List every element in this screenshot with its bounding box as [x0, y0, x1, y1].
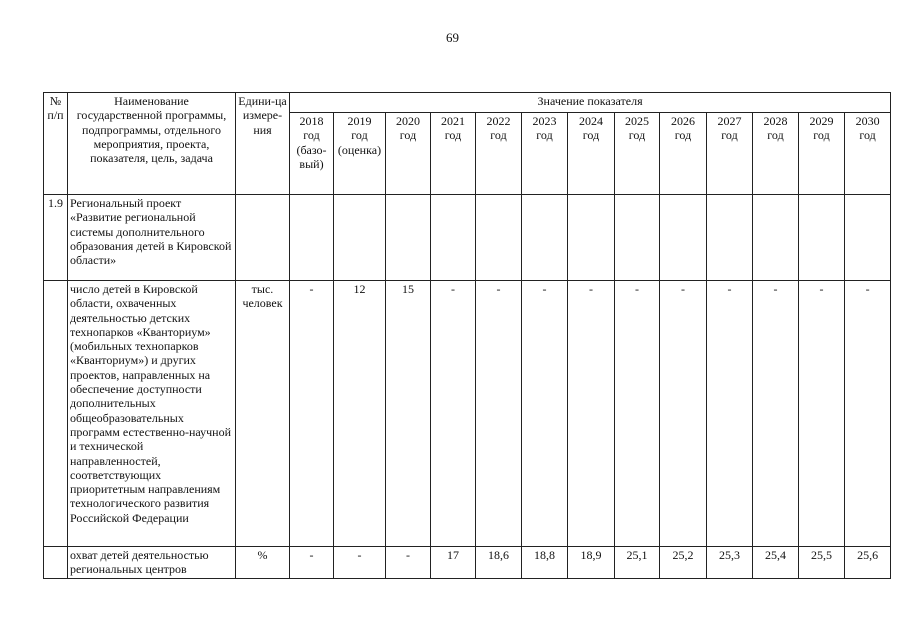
header-year-text: 2019 [347, 114, 372, 128]
header-year-4 [431, 113, 476, 195]
header-year-3 [386, 113, 431, 195]
header-year-13 [845, 113, 891, 195]
row-value [845, 195, 891, 281]
row-value: 18,6 [476, 547, 522, 579]
header-year-text: год [351, 128, 368, 143]
header-year-text: 2026 [671, 114, 695, 128]
header-year-text: год [628, 128, 646, 143]
row-value: - [476, 281, 522, 547]
row-value: - [568, 281, 615, 547]
row-value: 25,4 [753, 547, 799, 579]
row-value: - [431, 281, 476, 547]
row-value [431, 195, 476, 281]
row-value [660, 195, 707, 281]
header-year-text: год [859, 128, 876, 143]
header-num: № п/п [44, 93, 68, 195]
header-year-12 [799, 113, 845, 195]
header-year-text: год [582, 128, 600, 143]
row-value: - [660, 281, 707, 547]
header-year-text: год [303, 128, 320, 143]
row-value: 25,6 [845, 547, 891, 579]
header-year-text: год [444, 128, 462, 143]
header-year-text: год [399, 128, 417, 143]
row-name: число детей в Кировской области, охваченных деятельностью детских технопарков «Кванториум» (мобильных технопарков «Кванториум») и других проектов, направленных на обеспечение доступности дополнительных общеобразовательных программ естественно-научной и технической направленностей, соответствующих приоритетным направлениям технологического развития Российской Федерации [68, 281, 236, 547]
header-year-11 [753, 113, 799, 195]
header-year-text: 2027 [717, 114, 742, 128]
row-value: - [845, 281, 891, 547]
header-year-text: 2022 [486, 114, 511, 128]
header-year-5 [476, 113, 522, 195]
header-row-top [44, 93, 891, 113]
row-value: 25,1 [615, 547, 660, 579]
row-value: - [290, 547, 334, 579]
header-year-text: 2024 [579, 114, 603, 128]
header-year-text: 2028 [763, 114, 788, 128]
table-row [44, 195, 891, 281]
row-number [44, 547, 68, 579]
header-year-text: (оценка) [337, 142, 382, 157]
header-year-text: год [536, 128, 553, 143]
row-value: - [707, 281, 753, 547]
row-value: - [290, 281, 334, 547]
row-value [707, 195, 753, 281]
header-year-text: 2030 [855, 114, 880, 128]
row-value: 25,3 [707, 547, 753, 579]
row-value: 12 [334, 281, 386, 547]
header-year-text: 2021 [441, 114, 465, 128]
header-year-9 [660, 113, 707, 195]
header-name: Наименование государственной программы, подпрограммы, отдельного мероприятия, проекта, показателя, цель, задача [68, 93, 236, 195]
row-value [615, 195, 660, 281]
row-value [290, 195, 334, 281]
row-value: 15 [386, 281, 431, 547]
header-year-text: вый) [299, 156, 324, 171]
header-year-6 [522, 113, 568, 195]
header-year-1 [290, 113, 334, 195]
header-year-text: (базо- [296, 142, 327, 157]
header-year-text: 2029 [809, 114, 834, 128]
row-name: Региональный проект «Развитие региональной системы дополнительного образования детей в Кировской области» [68, 195, 236, 281]
header-year-2 [334, 113, 386, 195]
row-unit: % [236, 547, 290, 579]
row-value [386, 195, 431, 281]
header-year-8 [615, 113, 660, 195]
row-unit: тыс. человек [236, 281, 290, 547]
row-value [568, 195, 615, 281]
row-name: охват детей деятельностью региональных центров [68, 547, 236, 579]
row-value: 18,8 [522, 547, 568, 579]
row-unit [236, 195, 290, 281]
row-value: - [522, 281, 568, 547]
row-value [476, 195, 522, 281]
row-value: 25,5 [799, 547, 845, 579]
header-unit: Едини-ца измере-ния [236, 93, 290, 195]
row-value: - [615, 281, 660, 547]
row-value: - [753, 281, 799, 547]
header-year-text: год [767, 128, 784, 143]
row-value: - [799, 281, 845, 547]
table-row [44, 281, 891, 547]
header-values-group: Значение показателя [290, 93, 891, 113]
header-year-text: 2025 [625, 114, 649, 128]
row-value [753, 195, 799, 281]
row-value: - [386, 547, 431, 579]
row-number [44, 281, 68, 547]
row-value: 25,2 [660, 547, 707, 579]
header-year-text: год [674, 128, 692, 143]
indicator-table [43, 92, 891, 579]
row-value: 17 [431, 547, 476, 579]
page-number: 69 [446, 30, 459, 45]
header-year-text: год [721, 128, 738, 143]
header-year-7 [568, 113, 615, 195]
header-year-text: 2020 [396, 114, 420, 128]
row-value: 18,9 [568, 547, 615, 579]
header-year-10 [707, 113, 753, 195]
header-year-text: 2018 [299, 114, 324, 128]
table-row [44, 547, 891, 579]
header-year-text: год [490, 128, 507, 143]
row-value [799, 195, 845, 281]
row-number: 1.9 [44, 195, 68, 281]
header-year-text: 2023 [532, 114, 557, 128]
row-value: - [334, 547, 386, 579]
row-value [522, 195, 568, 281]
header-year-text: год [813, 128, 830, 143]
row-value [334, 195, 386, 281]
